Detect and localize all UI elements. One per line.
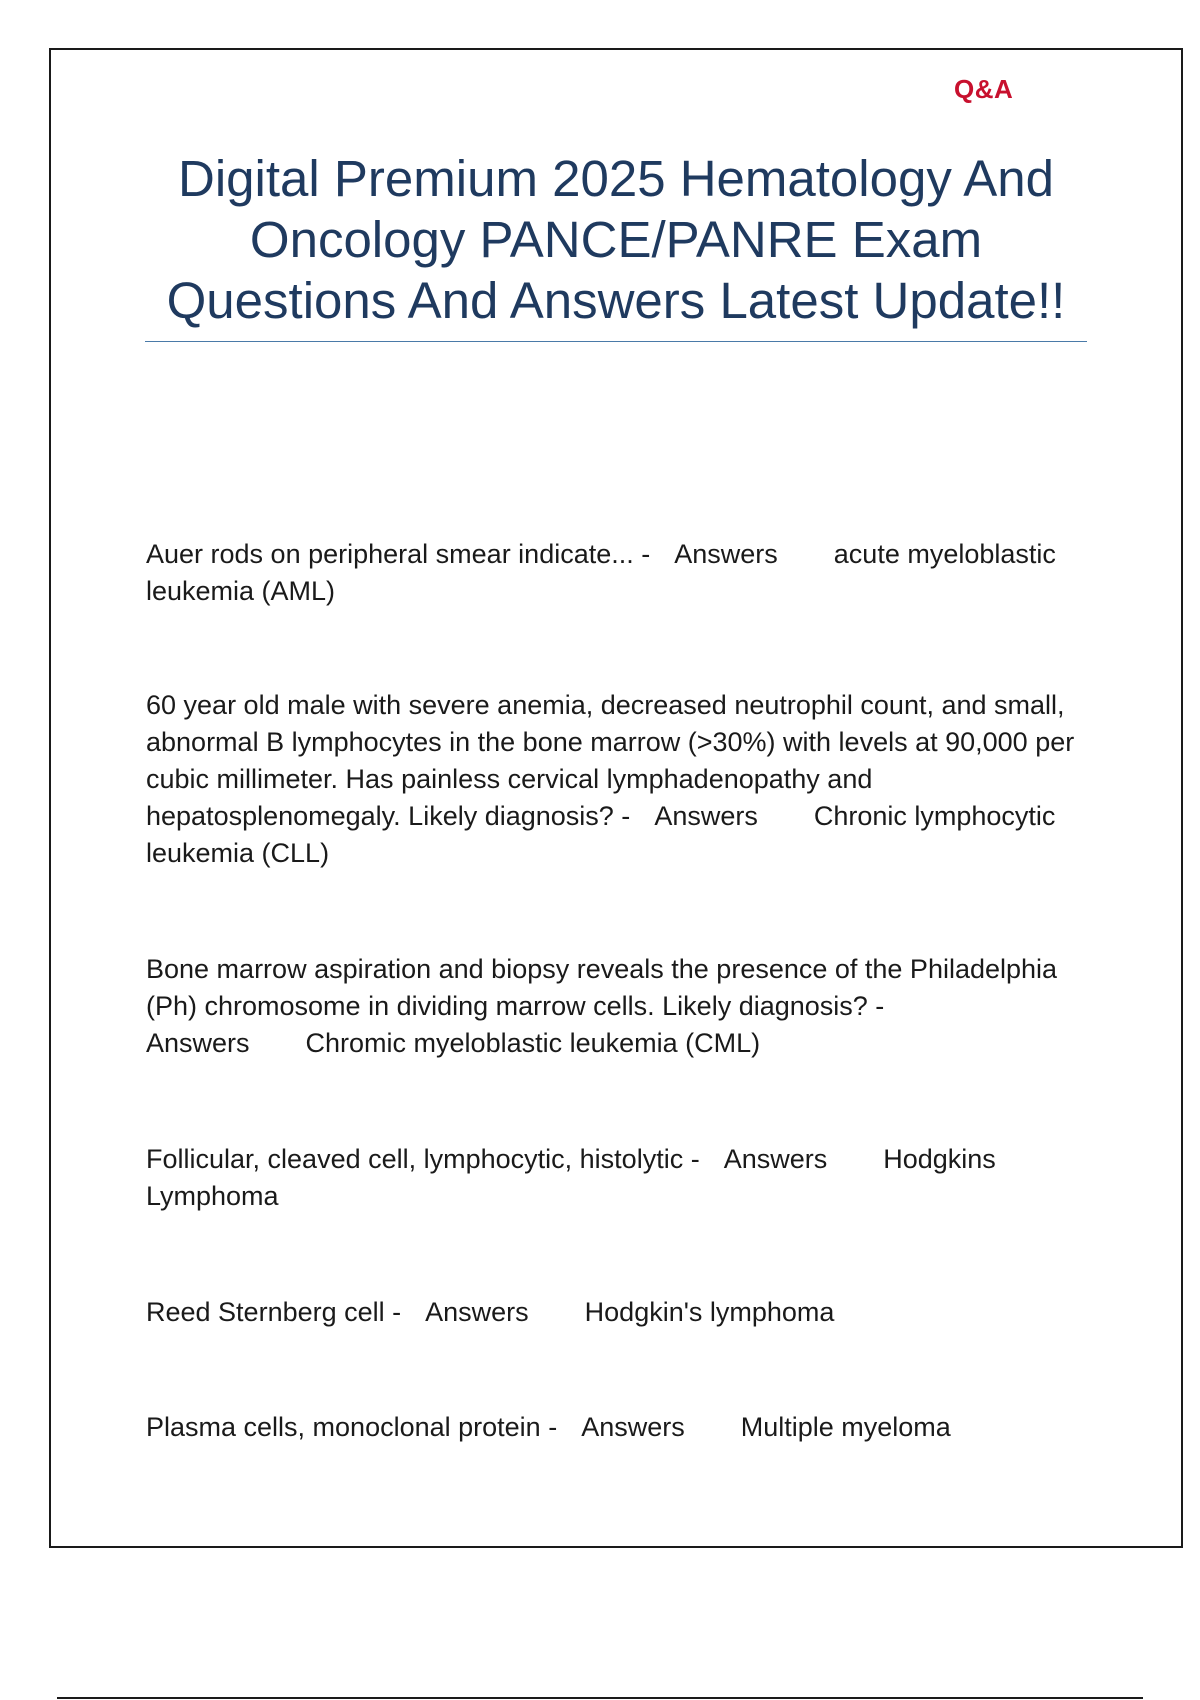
qa-item: [146, 1409, 951, 1446]
qa-item: [146, 1141, 1086, 1215]
bottom-divider: [57, 1697, 1143, 1699]
qa-item: [146, 1294, 834, 1331]
answer-label: Answers: [581, 1412, 685, 1442]
qa-item: [146, 687, 1086, 872]
answer-text: Chronic lymphocytic leukemia (CLL): [146, 801, 1056, 868]
answer-text: Multiple myeloma: [740, 1412, 951, 1442]
answer-text: acute myeloblastic leukemia (AML): [146, 539, 1056, 606]
answer-label: Answers: [146, 1028, 250, 1058]
qa-badge: Q&A: [954, 74, 1014, 104]
question-text: Follicular, cleaved cell, lymphocytic, histolytic -: [146, 1144, 700, 1174]
question-text: Reed Sternberg cell -: [146, 1297, 402, 1327]
qa-item: [146, 536, 1086, 610]
answer-text: Chromic myeloblastic leukemia (CML): [305, 1028, 761, 1058]
question-text: Bone marrow aspiration and biopsy reveals the presence of the Philadelphia (Ph) chromosome in dividing marrow cells. Likely diagnosis? -: [146, 954, 1058, 1021]
answer-text: Hodgkins Lymphoma: [146, 1144, 996, 1211]
answer-label: Answers: [425, 1297, 529, 1327]
title-block: [145, 148, 1087, 342]
answer-label: Answers: [654, 801, 758, 831]
answer-label: Answers: [723, 1144, 828, 1174]
page-title: Digital Premium 2025 Hematology And Oncology PANCE/PANRE Exam Questions And Answers Latest Update!!: [166, 150, 1066, 329]
answer-label: Answers: [674, 539, 778, 569]
answer-text: Hodgkin's lymphoma: [584, 1297, 835, 1327]
question-text: Auer rods on peripheral smear indicate... -: [146, 539, 651, 569]
question-text: 60 year old male with severe anemia, decreased neutrophil count, and small, abnormal B lymphocytes in the bone marrow (>30%) with levels at 90,000 per cubic millimeter. Has painless cervical lymphadenopathy and hepatosplenomegaly. Likely diagnosis? -: [146, 690, 1075, 831]
question-text: Plasma cells, monoclonal protein -: [146, 1412, 558, 1442]
qa-item: [146, 951, 1086, 1062]
